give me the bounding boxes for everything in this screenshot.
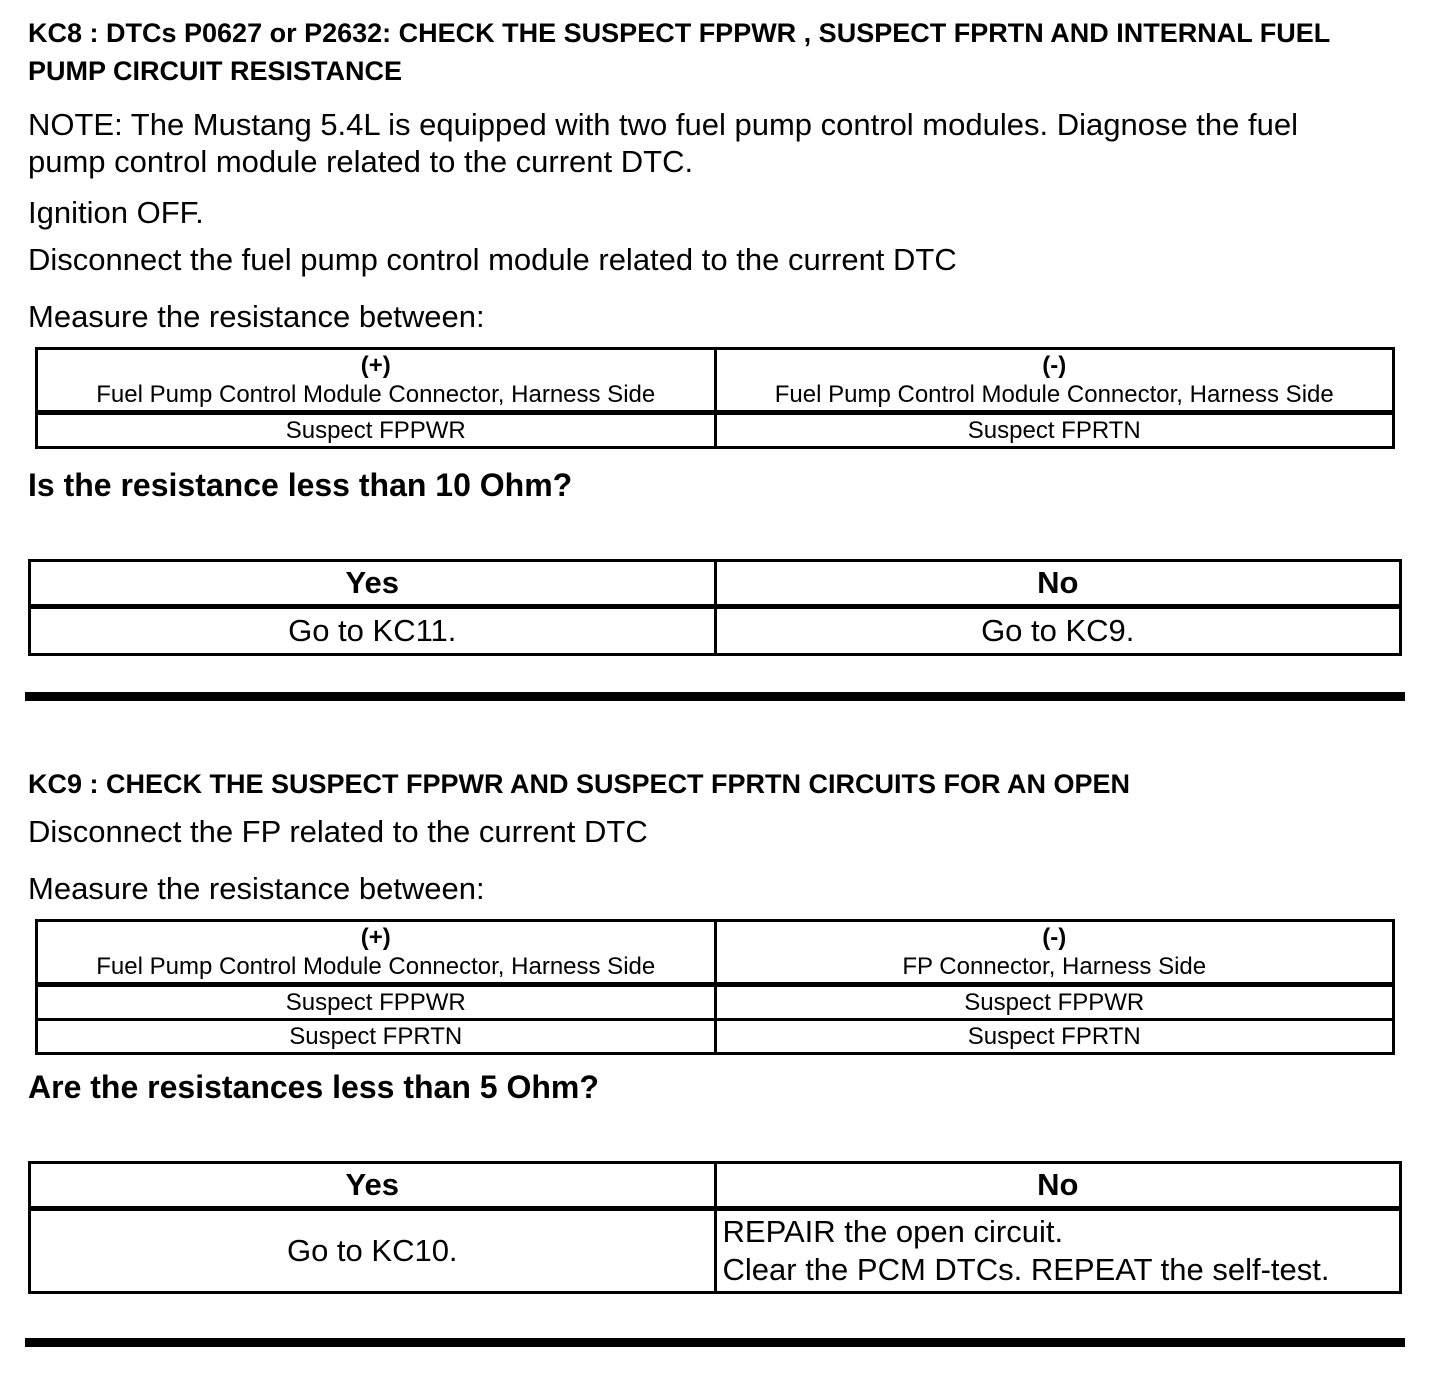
kc9-decision-action-row [30, 1209, 1401, 1293]
plus-sign: (+) [360, 352, 391, 379]
kc9-measure-plus-cell-1: Suspect FPPWR [37, 985, 716, 1020]
kc9-plus-header-cell [37, 921, 716, 985]
yes-action-cell: Go to KC11. [30, 607, 716, 655]
kc8-measure-row [37, 413, 1394, 448]
kc8-step-measure: Measure the resistance between: [28, 299, 485, 334]
kc8-decision-table [28, 559, 1402, 656]
kc9-measure-row-2 [37, 1020, 1394, 1054]
kc8-measure-table [35, 347, 1395, 449]
kc8-decision-action-row [30, 607, 1401, 655]
kc9-measure-row-1 [37, 985, 1394, 1020]
kc8-measure-plus-cell: Suspect FPPWR [37, 413, 716, 448]
kc8-plus-header-cell [37, 349, 716, 413]
kc9-minus-header-cell [715, 921, 1394, 985]
section-divider [25, 1338, 1405, 1347]
no-action-line-2: Clear the PCM DTCs. REPEAT the self-test. [722, 1252, 1330, 1287]
minus-sign: (-) [1042, 352, 1067, 379]
section-divider [25, 692, 1405, 701]
plus-label: Fuel Pump Control Module Connector, Harness Side [96, 381, 656, 408]
kc9-measure-header-row [37, 921, 1394, 985]
no-action-line-1: REPAIR the open circuit. [722, 1214, 1064, 1249]
kc9-step-measure: Measure the resistance between: [28, 871, 485, 906]
section-kc8-title: KC8 : DTCs P0627 or P2632: CHECK THE SUSPECT FPPWR , SUSPECT FPRTN AND INTERNAL FUEL PUMP CIRCUIT RESISTANCE [28, 18, 1330, 86]
minus-label: FP Connector, Harness Side [902, 953, 1207, 980]
no-action-cell: Go to KC9. [715, 607, 1401, 655]
yes-action-cell: Go to KC10. [30, 1209, 716, 1293]
kc8-step-ignition-off: Ignition OFF. [28, 195, 204, 230]
kc9-decision-header-row [30, 1163, 1401, 1209]
kc8-measure-header-row [37, 349, 1394, 413]
kc8-step-disconnect: Disconnect the fuel pump control module related to the current DTC [28, 242, 957, 277]
section-kc9 [28, 765, 1412, 1294]
minus-label: Fuel Pump Control Module Connector, Harness Side [774, 381, 1334, 408]
kc9-step-disconnect: Disconnect the FP related to the current DTC [28, 814, 648, 849]
kc8-measure-minus-cell: Suspect FPRTN [715, 413, 1394, 448]
kc9-measure-minus-cell-1: Suspect FPPWR [715, 985, 1394, 1020]
yes-header-cell: Yes [30, 561, 716, 607]
no-action-cell [715, 1209, 1401, 1293]
section-kc8-note: NOTE: The Mustang 5.4L is equipped with two fuel pump control modules. Diagnose the fuel pump control module related to the current DTC. [28, 107, 1298, 179]
kc8-minus-header-cell [715, 349, 1394, 413]
kc9-measure-table [35, 919, 1395, 1055]
yes-header-cell: Yes [30, 1163, 716, 1209]
kc9-measure-plus-cell-2: Suspect FPRTN [37, 1020, 716, 1054]
no-header-cell: No [715, 1163, 1401, 1209]
minus-sign: (-) [1042, 924, 1067, 951]
no-header-cell: No [715, 561, 1401, 607]
section-kc9-title: KC9 : CHECK THE SUSPECT FPPWR AND SUSPECT FPRTN CIRCUITS FOR AN OPEN [28, 769, 1131, 799]
kc9-measure-minus-cell-2: Suspect FPRTN [715, 1020, 1394, 1054]
kc9-question: Are the resistances less than 5 Ohm? [28, 1069, 599, 1105]
kc8-question: Is the resistance less than 10 Ohm? [28, 467, 573, 503]
kc8-decision-header-row [30, 561, 1401, 607]
plus-label: Fuel Pump Control Module Connector, Harness Side [96, 953, 656, 980]
plus-sign: (+) [360, 924, 391, 951]
section-kc8 [28, 14, 1412, 656]
kc9-decision-table [28, 1161, 1402, 1294]
